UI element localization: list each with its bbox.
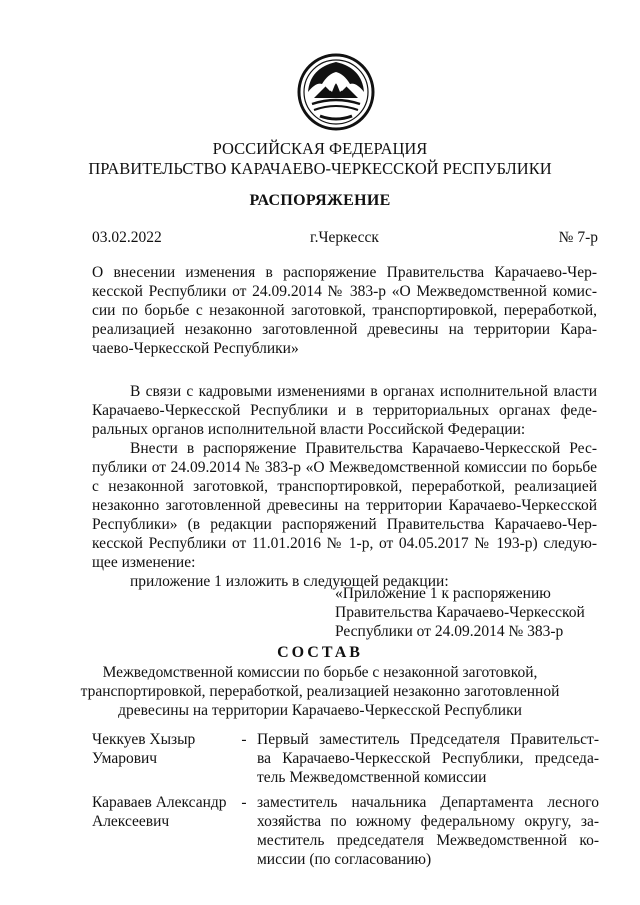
header-government: ПРАВИТЕЛЬСТВО КАРАЧАЕВО-ЧЕРКЕССКОЙ РЕСПУБЛИКИ [88, 159, 552, 178]
composition-title: СОСТАВ [277, 644, 363, 661]
subject-line: реализацией незаконно заготовленной древесины на территории Кара- [92, 321, 597, 338]
document-date: 03.02.2022 [92, 229, 162, 246]
appendix-line: «Приложение 1 к распоряжению [335, 585, 551, 602]
document-number: № 7-р [558, 229, 598, 246]
member-name-line: Алексеевич [92, 813, 170, 830]
body-line: Внести в распоряжение Правительства Карачаево-Черкесской Рес- [130, 440, 597, 457]
member-name-line: Чеккуев Хызыр [92, 731, 196, 748]
member-name-line: Караваев Александр [92, 794, 227, 811]
body-line: ральных органов исполнительной власти Российской Федерации: [92, 421, 526, 438]
body-line: публики от 24.09.2014 № 383-р «О Межведомственной комиссии по борьбе [92, 459, 597, 476]
member-dash: - [241, 731, 247, 748]
composition-subtitle [0, 663, 640, 720]
body-line: приложение 1 изложить в следующей редакции: [130, 573, 449, 590]
body-line: Республики» (в редакции распоряжений Правительства Карачаево-Чер- [92, 516, 597, 533]
member-role-line: ва Карачаево-Черкесской Республики, председа- [257, 750, 599, 767]
body-line: В связи с кадровыми изменениями в органах исполнительной власти [130, 383, 597, 400]
body-line: кесской Республики от 11.01.2016 № 1-р, от 04.05.2017 № 193-р) следую- [92, 535, 597, 552]
appendix-line: Правительства Карачаево-Черкесской [335, 604, 585, 621]
body-line: щее изменение: [92, 554, 196, 571]
appendix-reference [335, 584, 600, 641]
subtitle-line: транспортировкой, переработкой, реализацией незаконно заготовленной [80, 683, 560, 700]
body-line: с незаконной заготовкой, транспортировкой, переработкой, реализацией [92, 478, 597, 495]
member-role [257, 730, 599, 787]
body-line: Карачаево-Черкесской Республики и в территориальных органах феде- [92, 402, 597, 419]
member-name [92, 793, 232, 831]
member-name-line: Умарович [92, 750, 158, 767]
document-city: г.Черкесск [310, 229, 379, 246]
member-role-line: миссии (по согласованию) [257, 851, 432, 868]
member-role [257, 793, 599, 869]
member-role-line: заместитель начальника Департамента лесного [257, 794, 599, 811]
member-role-line: хозяйства по южному федеральному округу, за- [257, 813, 599, 830]
subtitle-line: Межведомственной комиссии по борьбе с незаконной заготовкой, [102, 664, 538, 681]
body-line: незаконно заготовленной древесины на территории Карачаево-Черкесской [92, 497, 597, 514]
subject-line: кесской Республики от 24.09.2014 № 383-р «О Межведомственной комис- [92, 283, 597, 300]
member-role-line: Первый заместитель Председателя Правительст- [257, 731, 599, 748]
coat-of-arms-emblem-icon [296, 52, 376, 132]
document-type-title: РАСПОРЯЖЕНИЕ [249, 192, 391, 209]
member-role-line: тель Межведомственной комиссии [257, 769, 487, 786]
subject-line: сии по борьбе с незаконной заготовкой, транспортировкой, переработкой, [92, 302, 597, 319]
document-body [92, 382, 597, 591]
document-subject [92, 263, 597, 358]
member-dash: - [241, 794, 247, 811]
appendix-line: Республики от 24.09.2014 № 383-р [335, 623, 564, 640]
subject-line: О внесении изменения в распоряжение Правительства Карачаево-Чер- [92, 264, 597, 281]
member-name [92, 730, 232, 768]
header-country: РОССИЙСКАЯ ФЕДЕРАЦИЯ [212, 139, 428, 158]
subject-line: чаево-Черкесской Республики» [92, 340, 299, 357]
subtitle-line: древесины на территории Карачаево-Черкесской Республики [118, 702, 522, 719]
member-role-line: меститель председателя Межведомственной ко- [257, 832, 599, 849]
